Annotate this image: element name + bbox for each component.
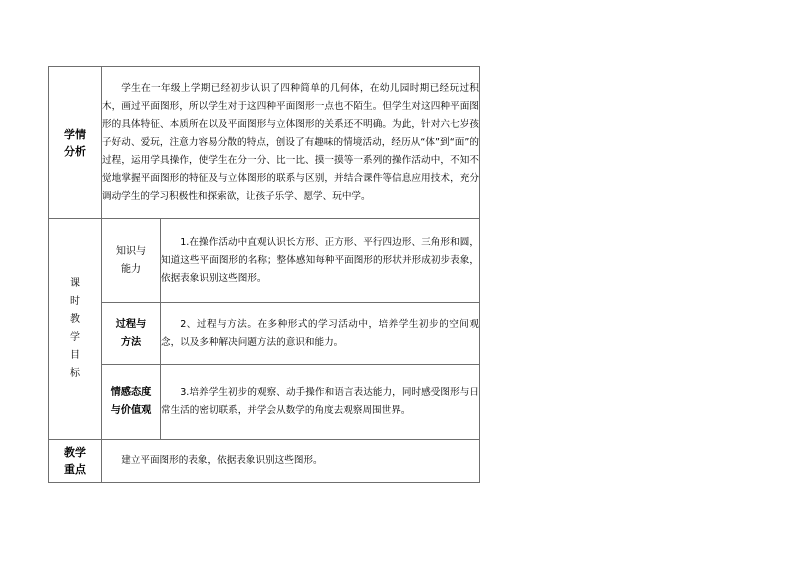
analysis-label-line2: 分析: [64, 144, 86, 158]
key-points-label-line2: 重点: [64, 463, 86, 476]
objective-process-row: [49, 303, 480, 365]
knowledge-text: 1.在操作活动中直观认识长方形、正方形、平行四边形、三角形和圆，知道这些平面图形的名称；整体感知每种平面图形的形状并形成初步表象，依据表象识别这些图形。: [161, 219, 480, 303]
knowledge-label-line2: 能力: [121, 263, 141, 275]
emotion-label-cell: [102, 365, 161, 440]
objective-emotion-row: [49, 365, 480, 440]
objectives-label-char: 课: [70, 278, 80, 289]
objectives-label-char: 时: [70, 296, 80, 307]
objective-knowledge-row: [49, 219, 480, 303]
process-label-line2: 方法: [120, 336, 142, 348]
analysis-text: 学生在一年级上学期已经初步认识了四种简单的几何体，在幼儿园时期已经玩过积木，画过平面图形，所以学生对于这四种平面图形一点也不陌生。但学生对这四种平面图形的具体特征、本质所在以及平面图形与立体图形的关系还不明确。为此，针对六七岁孩子好动、爱玩，注意力容易分散的特点，创设了有趣味的情境活动，经历从“体”到“面”的过程，运用学具操作，使学生在分一分、比一比、摸一摸等一系列的操作活动中，不知不觉地掌握平面图形的特征及与立体图形的联系与区别，并结合课件等信息应用技术，充分调动学生的学习积极性和探索欲，让孩子乐学、愿学、玩中学。: [102, 67, 480, 219]
objectives-label-char: 学: [70, 332, 80, 343]
objectives-label-char: 标: [70, 368, 80, 379]
key-points-text: 建立平面图形的表象，依据表象识别这些图形。: [102, 440, 480, 483]
objectives-label-char: 教: [70, 314, 80, 325]
key-points-label-line1: 教学: [64, 446, 86, 459]
objectives-label-char: 目: [70, 350, 80, 361]
key-points-label-cell: [49, 440, 102, 483]
process-label-line1: 过程与: [115, 318, 147, 330]
emotion-text: 3.培养学生初步的观察、动手操作和语言表达能力，同时感受图形与日常生活的密切联系，并学会从数学的角度去观察周围世界。: [161, 365, 480, 440]
process-text: 2、过程与方法。在多种形式的学习活动中，培养学生初步的空间观念，以及多种解决问题方法的意识和能力。: [161, 303, 480, 365]
emotion-label-line2: 与价值观: [110, 405, 152, 416]
objectives-label-cell: [49, 219, 102, 440]
knowledge-label-cell: [102, 219, 161, 303]
key-points-row: [49, 440, 480, 483]
lesson-plan-table: [48, 66, 480, 483]
analysis-row: [49, 67, 480, 219]
analysis-label-cell: [49, 67, 102, 219]
analysis-label-line1: 学情: [64, 127, 86, 141]
process-label-cell: [102, 303, 161, 365]
emotion-label-line1: 情感态度: [110, 387, 152, 398]
knowledge-label-line1: 知识与: [116, 245, 146, 257]
